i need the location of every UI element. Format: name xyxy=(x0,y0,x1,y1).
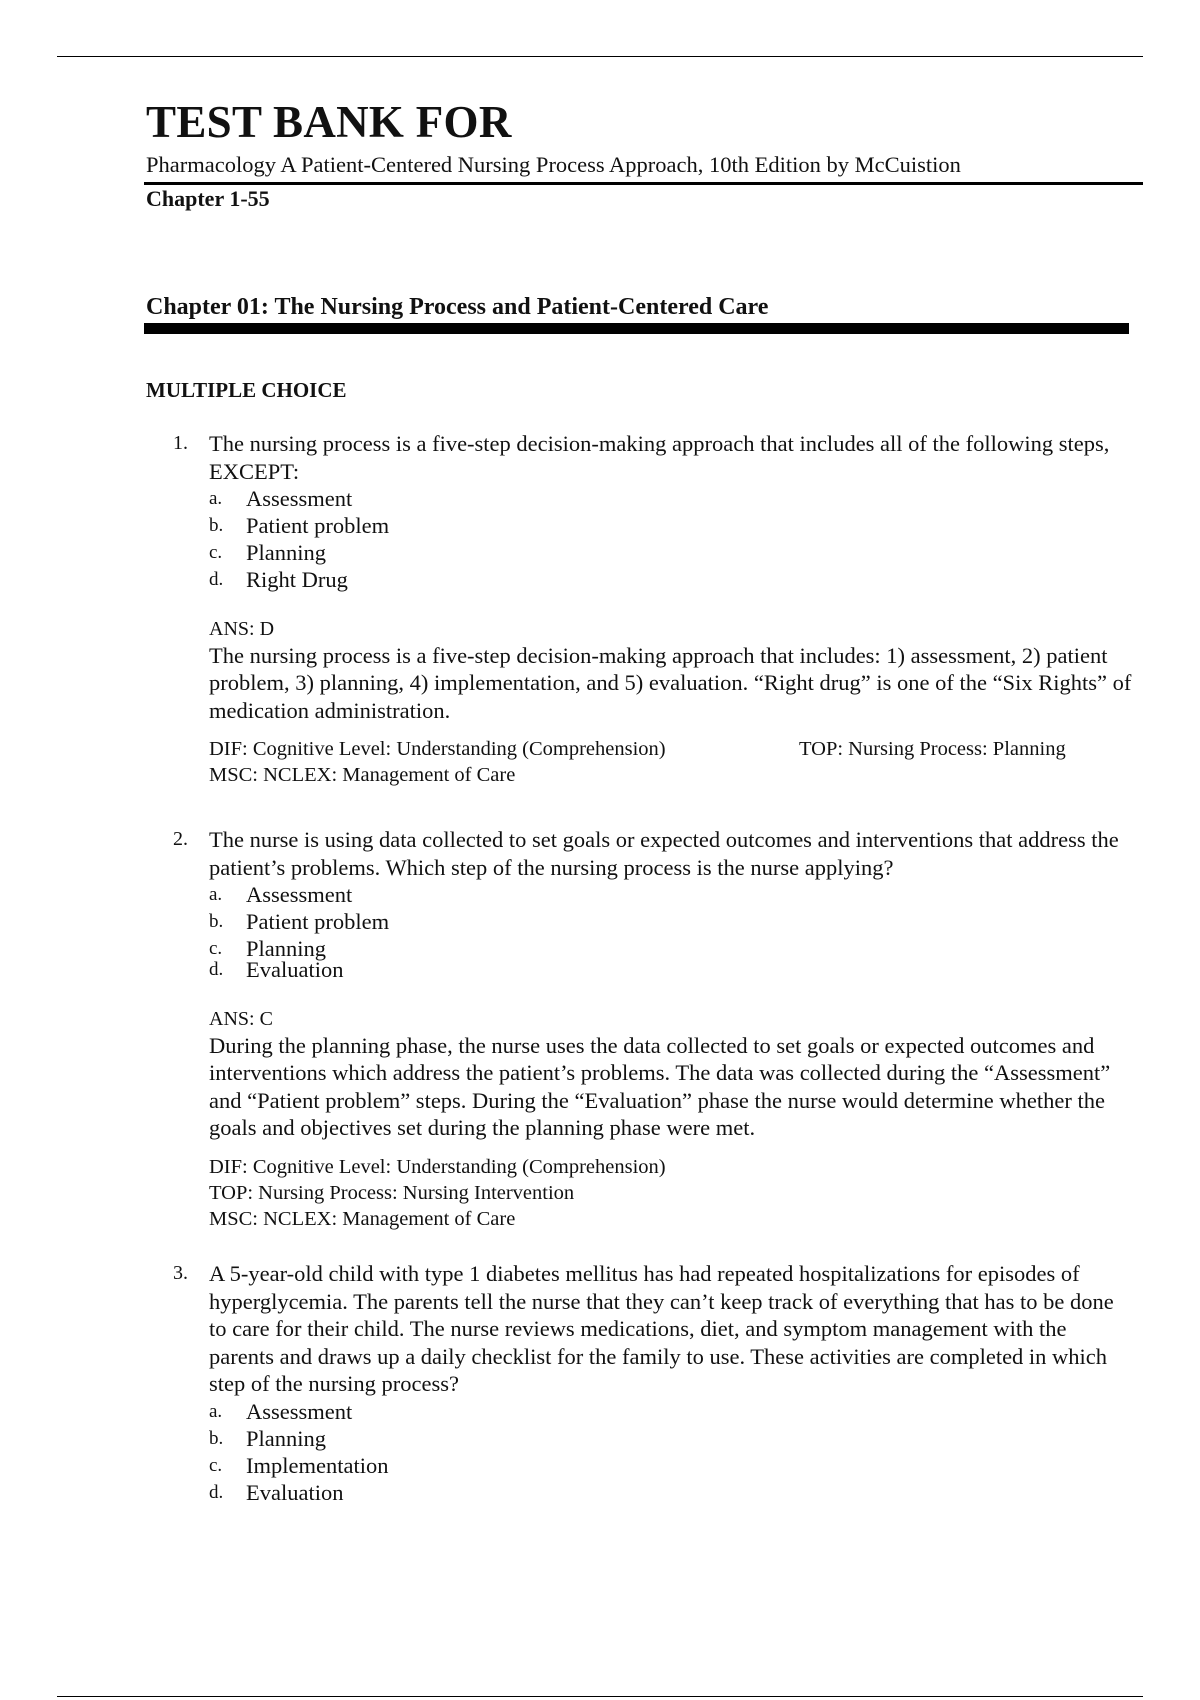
msc-label: MSC: NCLEX: Management of Care xyxy=(209,764,516,786)
option-a xyxy=(209,485,1133,512)
option-text: Implementation xyxy=(246,1452,389,1478)
document-subtitle: Pharmacology A Patient-Centered Nursing Process Approach, 10th Edition by McCuistion xyxy=(146,152,961,177)
option-letter: d. xyxy=(209,959,224,980)
option-letter: a. xyxy=(209,1400,223,1422)
question-1 xyxy=(173,430,1133,788)
option-letter: c. xyxy=(209,542,223,563)
question-stem: The nurse is using data collected to set goals or expected outcomes and interventions that address the patient’s problems. Which step of the nursing process is the nurse applying? xyxy=(209,827,1119,880)
option-c xyxy=(209,935,1133,961)
answer-rationale: During the planning phase, the nurse uses the data collected to set goals or expected outcomes and interventions which address the patient’s problems. The data was collected during the “Assessment” and “Patient problem” steps. During the “Evaluation” phase the nurse would determine whether the goals and objectives set during the planning phase were met. xyxy=(209,1032,1111,1140)
answer-rationale: The nursing process is a five-step decision-making approach that includes: 1) assessment, 2) patient problem, 3) planning, 4) implementation, and 5) evaluation. “Right drug” is one of the “Six Rights” of medication administration. xyxy=(209,642,1132,723)
option-list xyxy=(209,485,1133,593)
topic-label: TOP: Nursing Process: Planning xyxy=(799,738,1066,760)
question-metadata xyxy=(209,1154,1133,1232)
answer-block xyxy=(209,1006,1133,1142)
option-list xyxy=(209,881,1133,983)
answer-key: ANS: C xyxy=(209,1007,273,1030)
option-text: Right Drug xyxy=(246,567,348,592)
option-text: Evaluation xyxy=(246,1479,344,1505)
topic-label: TOP: Nursing Process: Nursing Intervention xyxy=(209,1181,575,1204)
question-number: 2. xyxy=(173,828,188,850)
subtitle-rule xyxy=(144,182,1143,185)
option-text: Patient problem xyxy=(246,909,390,934)
option-letter: c. xyxy=(209,1454,223,1476)
option-text: Assessment xyxy=(246,486,353,511)
option-letter: b. xyxy=(209,515,224,536)
section-label: MULTIPLE CHOICE xyxy=(146,378,347,402)
question-number: 1. xyxy=(173,432,188,454)
answer-key: ANS: D xyxy=(209,617,275,640)
option-text: Assessment xyxy=(246,882,353,907)
option-list xyxy=(209,1398,1133,1506)
option-letter: d. xyxy=(209,569,224,590)
question-number: 3. xyxy=(173,1262,188,1284)
option-letter: b. xyxy=(209,1427,224,1449)
option-d xyxy=(209,956,1133,983)
question-stem: The nursing process is a five-step decision-making approach that includes all of the following steps, EXCEPT: xyxy=(209,431,1110,484)
option-c xyxy=(209,1452,1133,1479)
page-top-rule xyxy=(57,56,1143,57)
question-2 xyxy=(173,826,1133,1232)
option-c xyxy=(209,539,1133,566)
option-a xyxy=(209,1398,1133,1425)
document-title: TEST BANK FOR xyxy=(146,97,512,147)
page-bottom-rule xyxy=(57,1696,1143,1697)
option-b xyxy=(209,512,1133,539)
option-letter: d. xyxy=(209,1481,224,1503)
difficulty-label: DIF: Cognitive Level: Understanding (Comprehension) xyxy=(209,1155,666,1178)
option-d xyxy=(209,566,1133,593)
option-text: Planning xyxy=(246,540,327,565)
option-b xyxy=(209,1425,1133,1452)
chapter-range: Chapter 1-55 xyxy=(146,186,270,211)
option-text: Planning xyxy=(246,936,327,961)
chapter-heading: Chapter 01: The Nursing Process and Patient-Centered Care xyxy=(146,294,769,320)
question-3 xyxy=(173,1260,1133,1528)
option-letter: a. xyxy=(209,884,223,905)
answer-block xyxy=(209,616,1133,725)
difficulty-label: DIF: Cognitive Level: Understanding (Comprehension) xyxy=(209,738,666,760)
option-letter: b. xyxy=(209,911,224,932)
option-letter: a. xyxy=(209,488,223,509)
option-text: Assessment xyxy=(246,1398,353,1424)
option-text: Evaluation xyxy=(246,957,344,982)
option-a xyxy=(209,881,1133,908)
meta-row xyxy=(209,736,1133,762)
msc-label: MSC: NCLEX: Management of Care xyxy=(209,1207,516,1230)
option-d xyxy=(209,1479,1133,1506)
option-text: Patient problem xyxy=(246,513,390,538)
option-b xyxy=(209,908,1133,935)
question-stem: A 5-year-old child with type 1 diabetes mellitus has had repeated hospitalizations for episodes of hyperglycemia. The parents tell the nurse that they can’t keep track of everything that has to be done to care for their child. The nurse reviews medications, diet, and symptom management with the parents and draws up a daily checklist for the family to use. These activities are completed in which step of the nursing process? xyxy=(209,1261,1114,1396)
question-metadata xyxy=(209,736,1133,788)
option-letter: c. xyxy=(209,938,223,959)
option-text: Planning xyxy=(246,1425,327,1451)
chapter-rule xyxy=(144,323,1129,334)
